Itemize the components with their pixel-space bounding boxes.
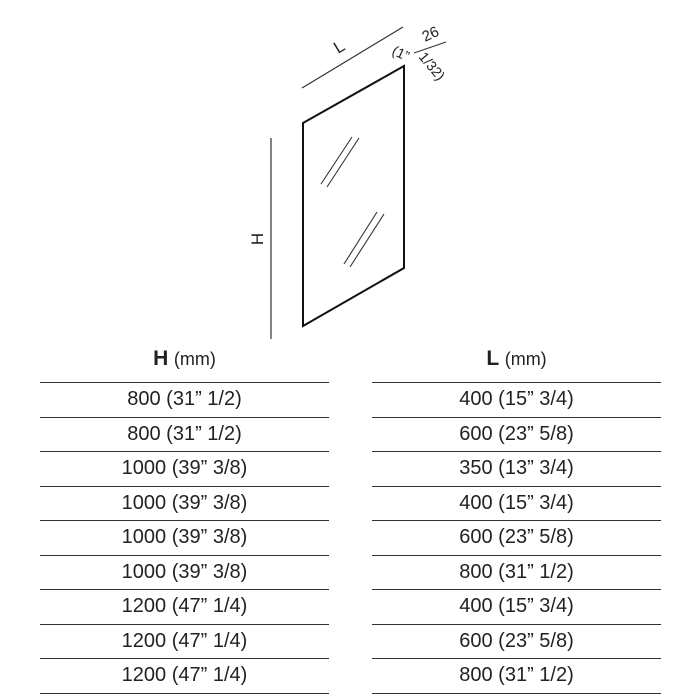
length-header-symbol: L: [486, 347, 500, 370]
mirror-panel: [303, 66, 404, 326]
height-value-cell: 1200 (47” 1/4): [40, 590, 329, 625]
height-column-header: [40, 340, 329, 383]
length-value-cell: 400 (15” 3/4): [372, 590, 661, 625]
length-value-cell: 600 (23” 5/8): [372, 625, 661, 660]
length-value-cell: 800 (31” 1/2): [372, 556, 661, 591]
length-dimension-label: L: [330, 36, 349, 58]
height-value-cell: 1000 (39” 3/8): [40, 452, 329, 487]
length-value-cell: 400 (15” 3/4): [372, 383, 661, 418]
height-values-list: [40, 383, 329, 694]
height-column: [40, 340, 329, 694]
thickness-mm-label: 26: [419, 23, 442, 46]
length-value-cell: 350 (13” 3/4): [372, 452, 661, 487]
length-value-cell: 600 (23” 5/8): [372, 418, 661, 453]
height-header-symbol: H: [153, 347, 169, 370]
height-value-cell: 800 (31” 1/2): [40, 418, 329, 453]
thickness-inch-prefix: (1”: [389, 42, 413, 64]
length-values-list: [372, 383, 661, 694]
length-value-cell: 800 (31” 1/2): [372, 659, 661, 694]
height-value-cell: 1000 (39” 3/8): [40, 556, 329, 591]
length-value-cell: 400 (15” 3/4): [372, 487, 661, 522]
height-value-cell: 1000 (39” 3/8): [40, 487, 329, 522]
height-header-unit: (mm): [173, 349, 216, 369]
length-header-unit: (mm): [504, 349, 547, 369]
height-value-cell: 800 (31” 1/2): [40, 383, 329, 418]
height-value-cell: 1000 (39” 3/8): [40, 521, 329, 556]
thickness-inch-fraction: 1/32): [415, 48, 449, 84]
mirror-dimension-drawing: [0, 0, 700, 345]
height-value-cell: 1200 (47” 1/4): [40, 625, 329, 660]
height-dimension-label: H: [248, 232, 267, 246]
length-value-cell: 600 (23” 5/8): [372, 521, 661, 556]
length-column: [372, 340, 661, 694]
length-column-header: [372, 340, 661, 383]
height-value-cell: 1200 (47” 1/4): [40, 659, 329, 694]
